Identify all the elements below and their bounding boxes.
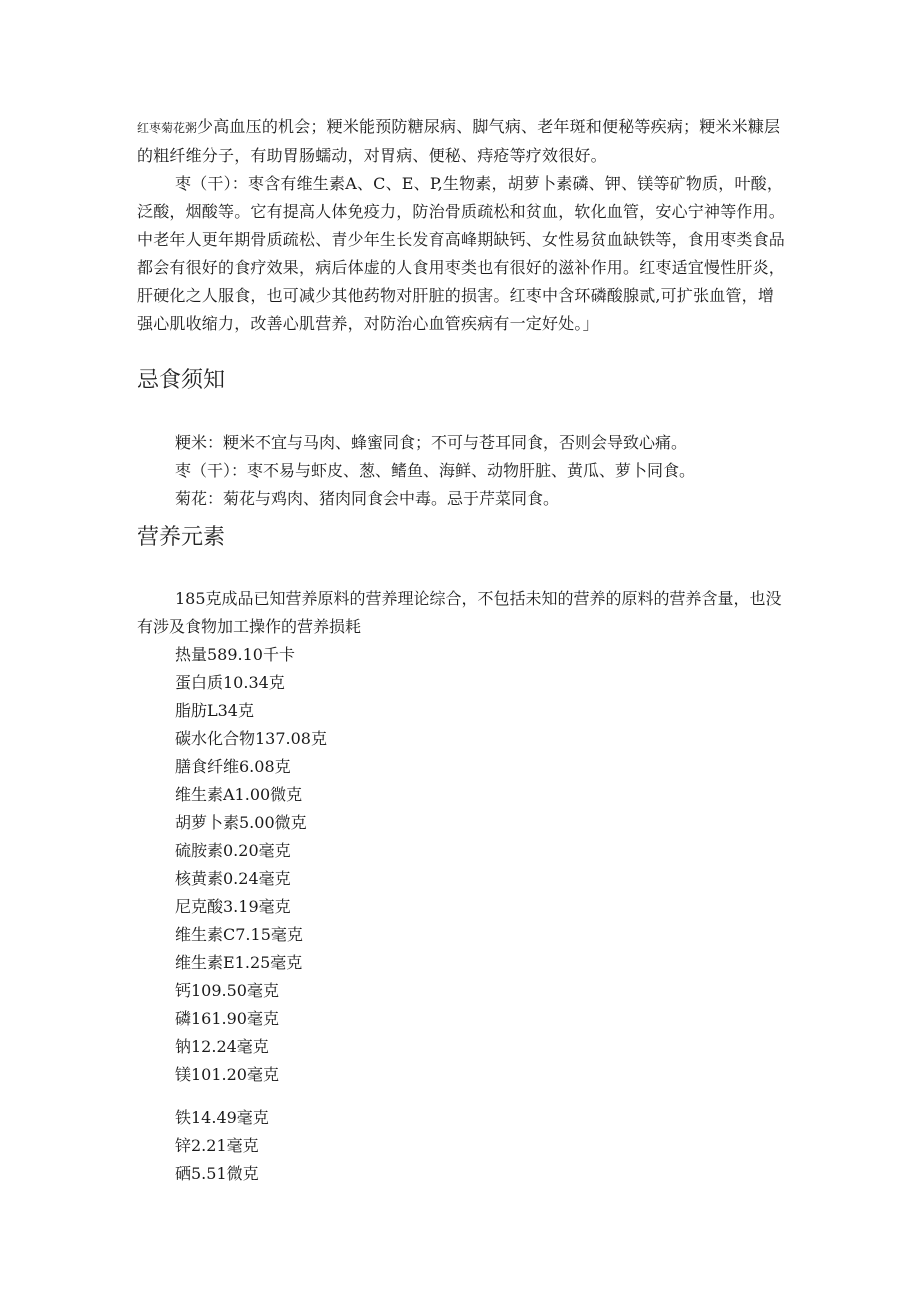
taboo-item-chrysanthemum: 菊花：菊花与鸡肉、猪肉同食会中毒。忌于芹菜同食。 xyxy=(175,489,560,508)
nutrient-vitamin-c: 维生素C7.15毫克 xyxy=(175,925,303,944)
nutrition-list xyxy=(175,641,327,1089)
taboo-item-rice: 粳米：粳米不宜与马肉、蜂蜜同食；不可与苍耳同食，否则会导致心痛。 xyxy=(175,433,688,452)
nutrition-heading: 营养元素 xyxy=(137,525,226,550)
nutrient-riboflavin: 核黄素0.24毫克 xyxy=(175,869,291,888)
jujube-benefits-paragraph: 枣（干）：枣含有维生素A、C、E、P,生物素，胡萝卜素磷、钾、镁等矿物质，叶酸，泛酸，烟酸等。它有提高人体免疫力，防治骨质疏松和贫血，软化血管，安心宁神等作用。中老年人更年期骨质疏松、青少年生长发育高峰期缺钙、女性易贫血缺铁等，食用枣类食品都会有很好的食疗效果，病后体虚的人食用枣类也有很好的滋补作用。红枣适宜慢性肝炎，肝硬化之人服食，也可减少其他药物对肝脏的损害。红枣中含环磷酸腺贰,可扩张血管，增强心肌收缩力，改善心肌营养，对防治心血管疾病有一定好处。」 xyxy=(137,174,786,333)
nutrient-fat: 脂肪L34克 xyxy=(175,701,254,720)
nutrient-protein: 蛋白质10.34克 xyxy=(175,673,285,692)
nutrient-niacin: 尼克酸3.19毫克 xyxy=(175,897,291,916)
nutrient-calcium: 钙109.50毫克 xyxy=(175,981,279,1000)
taboo-heading: 忌食须知 xyxy=(137,368,226,393)
nutrient-vitamin-e: 维生素E1.25毫克 xyxy=(175,953,303,972)
nutrition-list-continued xyxy=(175,1104,269,1188)
nutrition-note xyxy=(137,585,787,641)
nutrient-selenium: 硒5.51微克 xyxy=(175,1164,259,1183)
nutrient-thiamine: 硫胺素0.20毫克 xyxy=(175,841,291,860)
recipe-name-prefix: 红枣菊花粥 xyxy=(137,121,198,135)
taboo-item-jujube: 枣（干）：枣不易与虾皮、葱、鳍鱼、海鲜、动物肝脏、黄瓜、萝卜同食。 xyxy=(175,461,696,480)
rice-benefits-paragraph xyxy=(137,113,787,170)
nutrient-fiber: 膳食纤维6.08克 xyxy=(175,757,291,776)
nutrition-note-text: 185克成品已知营养原料的营养理论综合，不包括未知的营养的原料的营养含量，也没有涉及食物加工操作的营养损耗 xyxy=(137,589,782,636)
nutrient-sodium: 钠12.24毫克 xyxy=(175,1037,269,1056)
nutrient-iron: 铁14.49毫克 xyxy=(175,1108,269,1127)
nutrient-vitamin-a: 维生素A1.00微克 xyxy=(175,785,303,804)
nutrient-phosphorus: 磷161.90毫克 xyxy=(175,1009,279,1028)
nutrient-carbohydrate: 碳水化合物137.08克 xyxy=(175,729,327,748)
nutrient-energy: 热量589.10千卡 xyxy=(175,645,295,664)
rice-benefits-text: 少高血压的机会；粳米能预防糖尿病、脚气病、老年斑和便秘等疾病；粳米米糠层的粗纤维分子，有助胃肠蠕动，对胃病、便秘、痔疮等疗效很好。 xyxy=(137,117,781,165)
nutrient-magnesium: 镁101.20毫克 xyxy=(175,1065,279,1084)
nutrient-carotene: 胡萝卜素5.00微克 xyxy=(175,813,307,832)
taboo-list xyxy=(175,429,795,513)
intro-section xyxy=(137,113,787,338)
nutrient-zinc: 锌2.21毫克 xyxy=(175,1136,259,1155)
